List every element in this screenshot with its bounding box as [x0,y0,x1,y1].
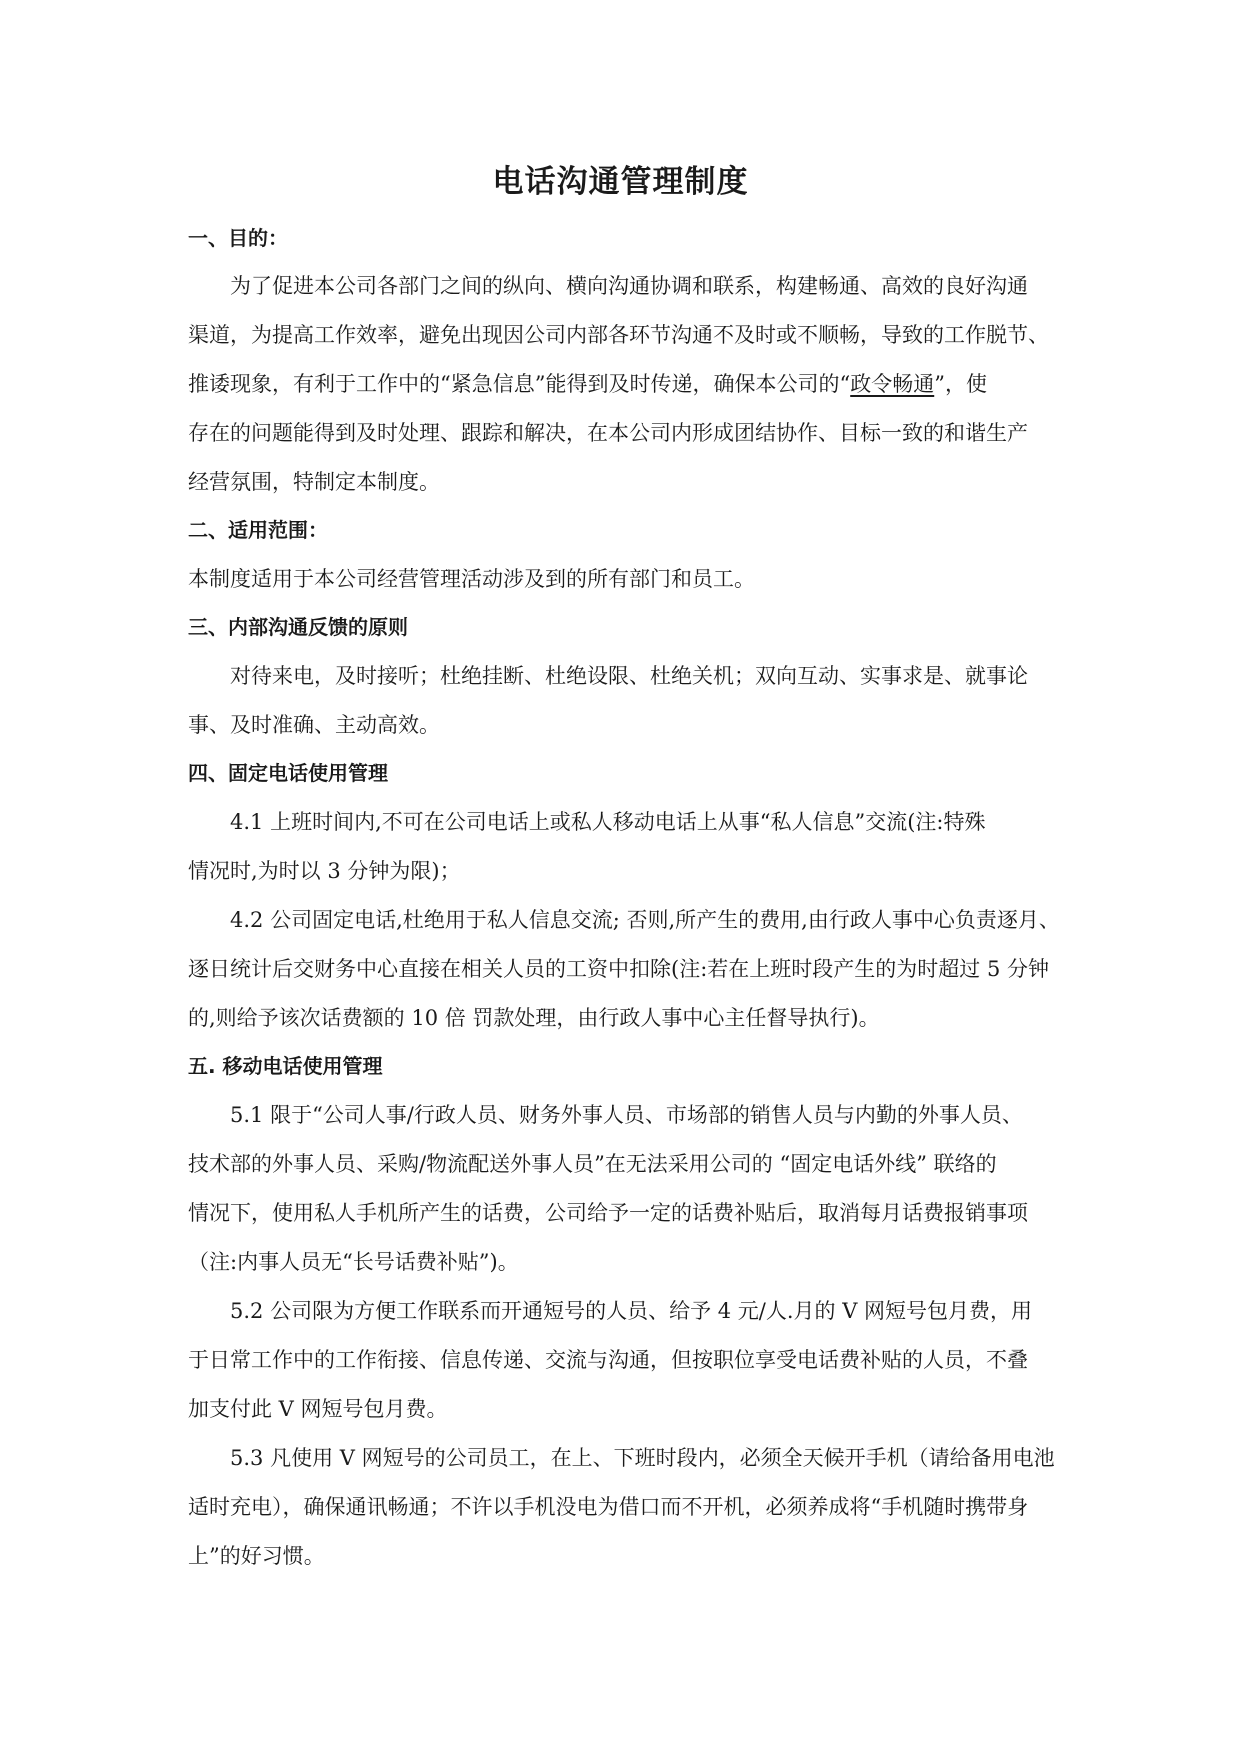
paragraph-line: 4.1 上班时间内,不可在公司电话上或私人移动电话上从事“私人信息”交流(注:特殊 [230,810,986,834]
paragraph-line: 经营氛围，特制定本制度。 [188,470,440,494]
paragraph-line: 上”的好习惯。 [188,1544,325,1568]
paragraph-line: （注:内事人员无“长号话费补贴”)。 [188,1250,519,1274]
paragraph-line: 技术部的外事人员、采购/物流配送外事人员”在无法采用公司的 “固定电话外线” 联络的 [188,1152,997,1176]
paragraph-line: 为了促进本公司各部门之间的纵向、横向沟通协调和联系，构建畅通、高效的良好沟通 [230,274,1028,298]
paragraph-line: 存在的问题能得到及时处理、跟踪和解决，在本公司内形成团结协作、目标一致的和谐生产 [188,421,1028,445]
section-heading-purpose: 一、目的： [188,226,288,250]
paragraph-line: 逐日统计后交财务中心直接在相关人员的工资中扣除(注:若在上班时段产生的为时超过 5 分钟 [188,957,1049,981]
paragraph-line: 5.3 凡使用 V 网短号的公司员工，在上、下班时段内，必须全天候开手机（请给备用电池 [230,1446,1055,1470]
paragraph-line: 情况下，使用私人手机所产生的话费，公司给予一定的话费补贴后，取消每月话费报销事项 [188,1201,1028,1225]
paragraph-line: 情况时,为时以 3 分钟为限)； [188,859,461,883]
section-heading-fixed-phone: 四、固定电话使用管理 [188,761,388,785]
text-run: ”，使 [934,372,987,396]
paragraph-line [188,369,987,399]
paragraph-line: 本制度适用于本公司经营管理活动涉及到的所有部门和员工。 [188,567,755,591]
section-heading-mobile-phone: 五. 移动电话使用管理 [188,1054,383,1078]
paragraph-line: 的,则给予该次话费额的 10 倍 罚款处理，由行政人事中心主任督导执行)。 [188,1006,880,1030]
underlined-text: 政令畅通 [850,372,935,396]
paragraph-line: 于日常工作中的工作衔接、信息传递、交流与沟通，但按职位享受电话费补贴的人员，不叠 [188,1348,1028,1372]
text-run: 推诿现象，有利于工作中的“紧急信息”能得到及时传递，确保本公司的“ [188,372,851,396]
paragraph-line: 5.1 限于“公司人事/行政人员、财务外事人员、市场部的销售人员与内勤的外事人员、 [230,1103,1023,1127]
section-heading-scope: 二、适用范围： [188,518,328,542]
paragraph-line: 适时充电），确保通讯畅通；不许以手机没电为借口而不开机，必须养成将“手机随时携带身 [188,1495,1029,1519]
document-title: 电话沟通管理制度 [492,164,749,200]
paragraph-line: 5.2 公司限为方便工作联系而开通短号的人员、给予 4 元/人.月的 V 网短号包月费，用 [230,1299,1033,1323]
paragraph-line: 4.2 公司固定电话,杜绝用于私人信息交流; 否则,所产生的费用,由行政人事中心负责逐月、 [230,908,1060,932]
section-heading-principles: 三、内部沟通反馈的原则 [188,615,408,639]
paragraph-line: 加支付此 V 网短号包月费。 [188,1397,448,1421]
paragraph-line: 事、及时准确、主动高效。 [188,713,440,737]
paragraph-line: 渠道，为提高工作效率，避免出现因公司内部各环节沟通不及时或不顺畅，导致的工作脱节、 [188,323,1049,347]
paragraph-line: 对待来电，及时接听；杜绝挂断、杜绝设限、杜绝关机；双向互动、实事求是、就事论 [230,664,1028,688]
